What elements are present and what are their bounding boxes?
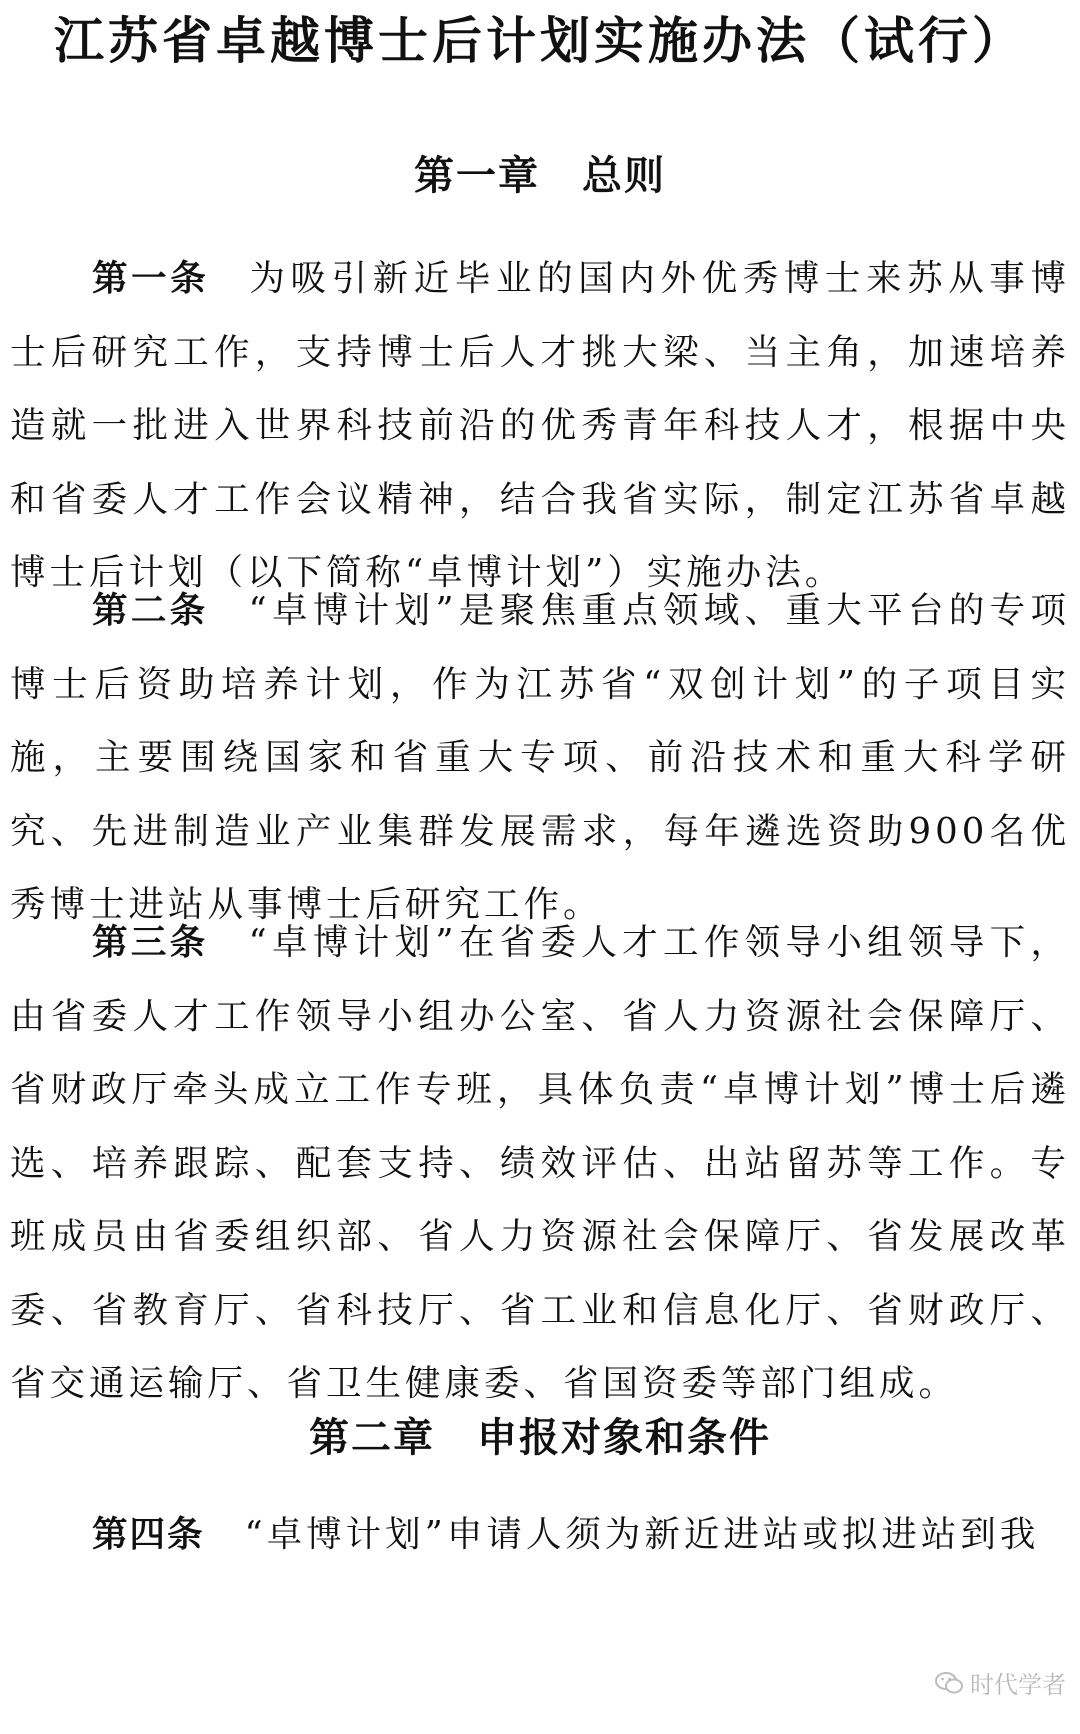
watermark (934, 1665, 1066, 1700)
chapter-heading-general: 第一章 总则 (414, 153, 666, 199)
article-number: 第三条 (92, 922, 209, 963)
article-text: “卓博计划”是聚焦重点领域、重大平台的专项博士后资助培养计划，作为江苏省“双创计划”的子项目实施，主要围绕国家和省重大专项、前沿技术和重大科学研究、先进制造业产业集群发展需求，每年遴选资助900名优秀博士进站从事博士后研究工作。 (10, 590, 1070, 925)
article-number: 第二条 (92, 590, 209, 631)
article-text: “卓博计划”申请人须为新近进站或拟进站到我 (244, 1514, 1040, 1555)
article-number: 第四条 (92, 1514, 205, 1555)
article-text: 为吸引新近毕业的国内外优秀博士来苏从事博士后研究工作，支持博士后人才挑大梁、当主角，加速培养造就一批进入世界科技前沿的优秀青年科技人才，根据中央和省委人才工作会议精神，结合我省实际，制定江苏省卓越博士后计划（以下简称“卓博计划”）实施办法。 (10, 258, 1070, 593)
watermark-text: 时代学者 (970, 1671, 1066, 1699)
article-text: “卓博计划”在省委人才工作领导小组领导下，由省委人才工作领导小组办公室、省人力资源社会保障厅、省财政厅牵头成立工作专班，具体负责“卓博计划”博士后遴选、培养跟踪、配套支持、绩效评估、出站留苏等工作。专班成员由省委组织部、省人力资源社会保障厅、省发展改革委、省教育厅、省科技厅、省工业和信息化厅、省财政厅、省交通运输厅、省卫生健康委、省国资委等部门组成。 (10, 922, 1070, 1404)
article-1 (10, 242, 1070, 610)
article-2 (10, 574, 1070, 942)
document-title: 江苏省卓越博士后计划实施办法（试行） (54, 11, 1026, 70)
article-4 (10, 1498, 1070, 1572)
article-number: 第一条 (92, 258, 210, 299)
article-3 (10, 906, 1070, 1421)
chapter-heading-eligibility: 第二章 申报对象和条件 (309, 1415, 771, 1461)
wechat-icon (934, 1670, 964, 1696)
